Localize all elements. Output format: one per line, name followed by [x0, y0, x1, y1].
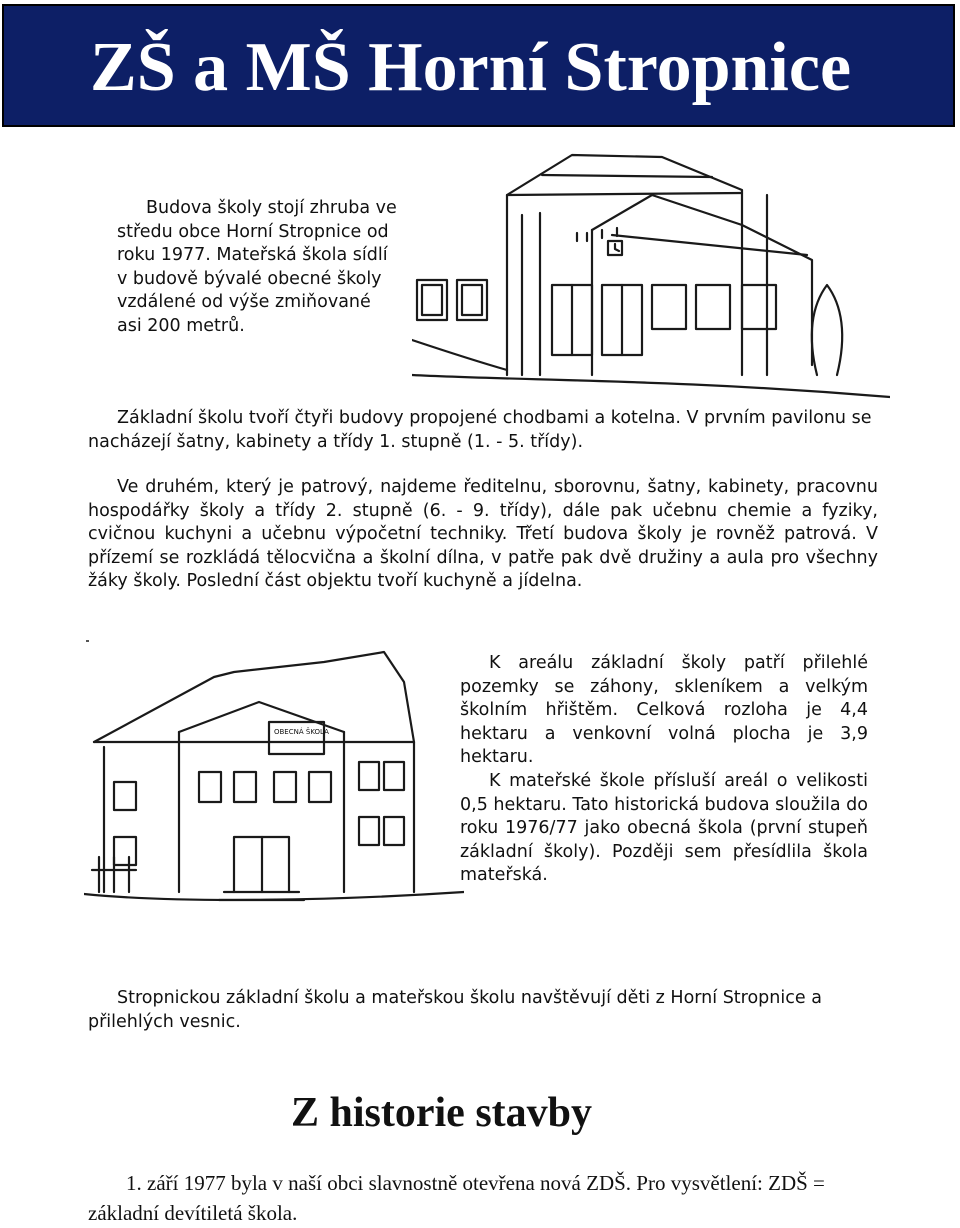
school-description-2: [88, 476, 878, 594]
intro-paragraph: [88, 197, 398, 339]
school-paragraph-2: Ve druhém, který je patrový, najdeme ředitelnu, sborovnu, šatny, kabinety, pracovnu hospodářky školy a třídy 2. stupně (6. - 9. třídy), dále pak učebnu chemie a fyziky, cvičnou kuchyni a učebnu výpočetní techniky. Třetí budova školy je rovněž patrová. V přízemí se rozkládá tělocvična a školní dílna, v patře pak dvě družiny a aula pro všechny žáky školy. Poslední část objektu tvoří kuchyně a jídelna.: [88, 477, 878, 592]
closing-paragraph: [88, 987, 878, 1034]
closing-text: Stropnickou základní školu a mateřskou školu navštěvují děti z Horní Stropnice a přilehlých vesnic.: [88, 988, 822, 1032]
intro-text: Budova školy stojí zhruba ve středu obce Horní Stropnice od roku 1977. Mateřská škola sídlí v budově bývalé obecné školy vzdálené od výše zmiňované asi 200 metrů.: [117, 198, 397, 336]
school-building-drawing: [412, 135, 890, 405]
school-description: [88, 407, 878, 454]
history-section: [88, 1168, 878, 1228]
page-title: ZŠ a MŠ Horní Stropnice: [90, 29, 852, 106]
history-heading: Z historie stavby: [291, 1090, 593, 1136]
history-text: 1. září 1977 byla v naší obci slavnostně otevřena nová ZDŠ. Pro vysvětlení: ZDŠ = základní devítiletá škola.: [88, 1171, 825, 1225]
areal-paragraph-2: K mateřské škole přísluší areál o velikosti 0,5 hektaru. Tato historická budova sloužila do roku 1976/77 jako obecná škola (první stupeň základní školy). Později sem přesídlila škola mateřská.: [460, 770, 868, 886]
title-banner: [2, 4, 955, 127]
areal-description: [460, 652, 868, 888]
old-school-drawing: [84, 642, 464, 912]
building-sign: OBECNÁ ŠKOLA: [274, 728, 329, 736]
areal-paragraph-1: K areálu základní školy patří přilehlé pozemky se záhony, skleníkem a velkým školním hřištěm. Celková rozloha je 4,4 hektaru a venkovní volná plocha je 3,9 hektaru.: [460, 653, 868, 768]
school-paragraph-1: Základní školu tvoří čtyři budovy propojené chodbami a kotelna. V prvním pavilonu se nacházejí šatny, kabinety a třídy 1. stupně (1. - 5. třídy).: [88, 408, 872, 452]
